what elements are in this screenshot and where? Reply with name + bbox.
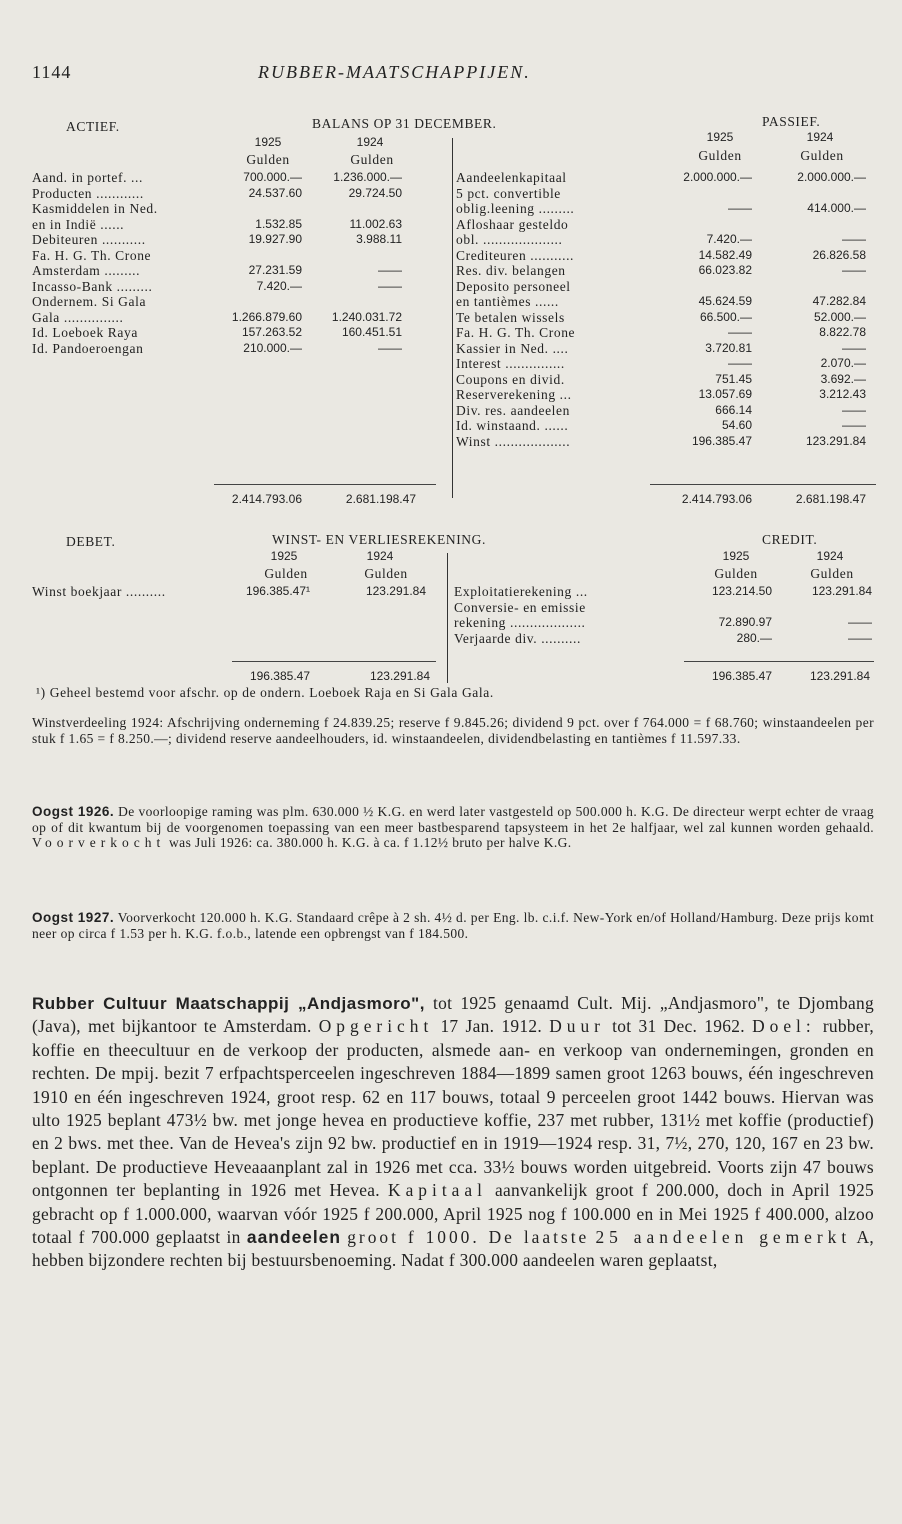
total-rule (684, 661, 874, 662)
passief-row-value-a: 7.420.— (706, 232, 752, 246)
passief-row-value-a: 13.057.69 (698, 387, 752, 401)
passief-row-value-b: —— (842, 418, 866, 432)
passief-label: PASSIEF. (762, 114, 821, 129)
col-year: 1924 (356, 135, 384, 149)
actief-row-label: Amsterdam ......... (32, 263, 141, 278)
winstverdeeling-text: Winstverdeeling 1924: Afschrijving onderneming f 24.839.25; reserve f 9.845.26; dividend 9 pct. over f 764.000 = f 68.760; winstaandeelen per stuk f 1.65 = f 8.250.—; dividend reserve aandeelhouders, id. winstaandeelen, dividendbelasting en tantièmes f 11.597.33. (32, 715, 874, 746)
col-unit: Gulden (364, 566, 408, 581)
passief-row-value-a: —— (728, 356, 752, 370)
passief-row-label: Coupons en divid. (456, 371, 565, 387)
actief-row-value-b: —— (378, 340, 402, 355)
col-unit: Gulden (350, 152, 394, 167)
passief-row-value-b: 2.070.— (820, 356, 866, 370)
passief-row-value-b: 52.000.— (813, 309, 866, 324)
credit-row-value-a: 72.890.97 (718, 615, 772, 629)
doel-label: Doel: (752, 1016, 816, 1037)
oogst-1927-paragraph (32, 910, 874, 941)
debet-label: DEBET. (66, 534, 116, 549)
passief-row-value-a: 666.14 (715, 402, 752, 417)
actief-row-value-b: 29.724.50 (348, 185, 402, 200)
passief-row-value-a: 66.023.82 (698, 263, 752, 277)
running-title: RUBBER-MAATSCHAPPIJEN. (258, 62, 531, 82)
oogst-1927-text: Voorverkocht 120.000 h. K.G. Standaard crêpe à 2 sh. 4½ d. per Eng. lb. c.i.f. New-York en/of Holland/Hamburg. Deze prijs komt neer op circa f 1.53 per h. K.G. f.o.b., latende een opbrengst van f 184.500. (32, 910, 875, 941)
company-paragraph (32, 992, 874, 1273)
passief-row-value-b: 26.826.58 (812, 247, 866, 262)
passief-row-value-b: 8.822.78 (819, 325, 866, 339)
passief-row-value-b: 123.291.84 (805, 433, 866, 448)
passief-row-value-a: 2.000.000.— (683, 170, 752, 184)
passief-row-value-a: —— (728, 325, 752, 339)
actief-row-value-a: 27.231.59 (248, 263, 302, 277)
passief-row-label: Interest ............... (456, 356, 565, 371)
passief-row-value-b: —— (842, 402, 866, 417)
actief-row-value-b: 11.002.63 (349, 216, 402, 231)
actief-row-label: Id. Loeboek Raya (32, 325, 138, 340)
col-year: 1925 (270, 549, 298, 563)
actief-row-label: Kasmiddelen in Ned. (32, 201, 158, 216)
credit-row-label: Verjaarde div. .......... (454, 630, 581, 646)
actief-row-value-b: —— (378, 263, 402, 277)
actief-row-value-a: 19.927.90 (248, 232, 302, 246)
opgericht-value: 17 Jan. 1912. (440, 1016, 543, 1037)
col-unit: Gulden (810, 566, 854, 581)
actief-row-value-b: 3.988.11 (356, 232, 402, 246)
col-year: 1925 (706, 130, 734, 144)
actief-row-value-a: 157.263.52 (241, 325, 302, 339)
actief-row-value-a: 24.537.60 (248, 185, 302, 200)
credit-row-label: rekening ................... (454, 615, 586, 630)
col-unit: Gulden (246, 152, 290, 167)
actief-row-label: Incasso-Bank ......... (32, 278, 153, 294)
total-value: 2.414.793.06 (231, 492, 302, 506)
doel-text: rubber, koffie en theecultuur en de verkoop der producten, alsmede aan- en verkoop van ondernemingen, gronden en rechten. De mpij. bezit 7 erfpachtsperceelen ingeschreven 1884—1899 samen groot 1263 bouws, één ingeschreven 1910 en één ingeschreven 1924, groot resp. 62 en 117 bouws, totaal 9 perceelen groot 1442 bouws. Hiervan was ulto 1925 beplant 473½ bw. met jonge hevea en productieve koffie, 237 met rubber, 131½ met koffie (productief) en 2 bws. met thee. Van de Hevea's zijn 92 bw. productief en in 1919—1924 resp. 31, 7½, 270, 120, 167 en 23 bw. beplant. De productieve Heveaaanplant zal in 1926 met cca. 33½ bouws worden uitgebreid. Voorts zijn 47 bouws ontgonnen ter beplanting in 1926 met Hevea. (32, 1016, 874, 1201)
credit-row-label: Conversie- en emissie (454, 599, 586, 615)
passief-row-value-b: —— (842, 263, 866, 277)
total-value: 123.291.84 (369, 669, 430, 683)
passief-row-label: Aandeelenkapitaal (456, 170, 567, 185)
passief-row-label: 5 pct. convertible (456, 185, 561, 201)
actief-row-value-b: 1.240.031.72 (331, 309, 402, 324)
actief-row-value-a: 1.532.85 (255, 216, 302, 231)
passief-row-value-b: 3.692.— (820, 371, 866, 386)
total-value: 2.414.793.06 (681, 492, 752, 506)
total-value: 196.385.47 (249, 669, 310, 683)
passief-row-label: Res. div. belangen (456, 263, 566, 278)
total-value: 123.291.84 (809, 669, 870, 683)
total-rule (214, 484, 436, 485)
actief-row-label: Ondernem. Si Gala (32, 294, 147, 309)
total-value: 2.681.198.47 (345, 492, 416, 506)
passief-row-label: Crediteuren ........... (456, 247, 575, 263)
col-unit: Gulden (714, 566, 758, 581)
actief-row-label: Fa. H. G. Th. Crone (32, 247, 152, 263)
winstverdeeling-paragraph (32, 715, 874, 746)
gemerkt-spaced: 25 aandeelen gemerkt (595, 1227, 852, 1248)
page-number: 1144 (32, 62, 72, 82)
passief-row-value-a: —— (728, 201, 752, 215)
passief-row-value-a: 196.385.47 (691, 433, 752, 448)
footnote: ¹) Geheel bestemd voor afschr. op de ondern. Loeboek Raja en Si Gala Gala. (36, 685, 494, 700)
passief-row-value-b: —— (842, 340, 866, 355)
duur-label: Duur (549, 1016, 605, 1037)
company-name: Rubber Cultuur Maatschappij „Andjasmoro", (32, 994, 425, 1013)
actief-row-value-b: 160.451.51 (341, 325, 402, 339)
credit-row-value-b: 123.291.84 (811, 584, 872, 598)
col-year: 1924 (366, 549, 394, 563)
actief-row-label: Gala ............... (32, 309, 124, 325)
actief-row-value-b: —— (378, 278, 402, 293)
passief-row-value-b: 2.000.000.— (797, 170, 866, 184)
aandeelen-bold: aandeelen (246, 1227, 341, 1248)
passief-row-value-a: 66.500.— (699, 309, 752, 324)
passief-row-value-b: 47.282.84 (812, 294, 866, 308)
passief-row-label: Afloshaar gesteldo (456, 216, 569, 232)
total-rule (232, 661, 436, 662)
passief-row-label: Te betalen wissels (456, 309, 565, 325)
kapitaal-text: aanvankelijk groot f 200.000, doch in April 1925 gebracht op f 1.000.000, waarvan vóór 1925 f 200.000, April 1925 nog f 100.000 en in Mei 1925 f 400.000, alzoo totaal f 700.000 geplaatst in (32, 1180, 874, 1248)
col-unit: Gulden (800, 148, 844, 163)
actief-row-label: Debiteuren ........... (32, 232, 146, 247)
company-intro: tot 1925 genaamd Cult. Mij. „Andjasmoro", te Djombang (Java), met bijkantoor te Amsterdam. (32, 993, 874, 1037)
passief-row-label: Kassier in Ned. .... (456, 340, 569, 356)
passief-row-label: Reserverekening ... (456, 387, 572, 402)
passief-row-label: Deposito personeel (456, 278, 571, 294)
col-year: 1924 (816, 549, 844, 563)
actief-row-label: Id. Pandoeroengan (32, 340, 144, 356)
col-year: 1924 (806, 130, 834, 144)
oogst-1926-text: De voorloopige raming was plm. 630.000 ½ K.G. en werd later vastgesteld op 500.000 h. K.G. De directeur werpt echter de vraag op of dit kwantum bij de voorgenomen toepassing van een meer bastbesparend tapsysteem in het 2e halfjaar, wel zal kunnen worden gehaald. (32, 804, 874, 835)
actief-row-value-a: 700.000.— (243, 170, 302, 184)
oogst-1927-heading: Oogst 1927. (32, 910, 115, 925)
oogst-1926-heading: Oogst 1926. (32, 804, 115, 819)
credit-row-value-a: 123.214.50 (711, 584, 772, 598)
actief-row-value-a: 1.266.879.60 (231, 309, 302, 324)
credit-row-value-a: 280.— (736, 630, 772, 645)
col-year: 1925 (254, 135, 282, 149)
col-unit: Gulden (264, 566, 308, 581)
total-value: 196.385.47 (711, 669, 772, 683)
balance-title: BALANS OP 31 DECEMBER. (312, 116, 497, 131)
debet-row-value-b: 123.291.84 (365, 584, 426, 598)
kapitaal-text-b: groot f 1000. De laatste (347, 1227, 590, 1248)
col-unit: Gulden (698, 148, 742, 163)
kapitaal-label: Kapitaal (388, 1180, 487, 1201)
actief-row-label: Producten ............ (32, 185, 144, 201)
passief-row-value-a: 14.582.49 (698, 247, 752, 262)
actief-row-value-b: 1.236.000.— (333, 170, 402, 184)
passief-row-label: oblig.leening ......... (456, 201, 575, 216)
passief-row-value-a: 3.720.81 (705, 340, 752, 355)
passief-row-value-a: 45.624.59 (698, 294, 752, 308)
actief-row-label: en in Indië ...... (32, 216, 125, 232)
passief-row-value-b: 3.212.43 (819, 387, 866, 401)
opgericht-label: Opgericht (318, 1016, 434, 1037)
actief-label: ACTIEF. (66, 119, 120, 134)
credit-row-value-b: —— (848, 630, 872, 645)
credit-row-label: Exploitatierekening ... (454, 584, 588, 599)
debet-row-value-a: 196.385.47¹ (245, 584, 310, 598)
passief-row-label: en tantièmes ...... (456, 294, 559, 309)
passief-row-label: obl. .................... (456, 232, 563, 247)
passief-row-value-b: —— (842, 232, 866, 246)
passief-row-value-a: 54.60 (721, 418, 752, 432)
actief-row-value-a: 7.420.— (256, 278, 302, 293)
total-value: 2.681.198.47 (795, 492, 866, 506)
oogst-1926-text-b: was Juli 1926: ca. 380.000 h. K.G. à ca. f 1.12½ bruto per halve K.G. (169, 835, 572, 850)
actief-row-value-a: 210.000.— (243, 340, 302, 355)
winst-title: WINST- EN VERLIESREKENING. (272, 532, 486, 547)
duur-value: tot 31 Dec. 1962. (612, 1016, 745, 1037)
debet-row-label: Winst boekjaar .......... (32, 584, 166, 599)
oogst-1926-paragraph (32, 804, 874, 851)
oogst-1926-spaced: Voorverkocht (32, 835, 166, 850)
column-divider (447, 553, 448, 683)
passief-row-label: Id. winstaand. ...... (456, 418, 569, 433)
actief-row-label: Aand. in portef. ... (32, 170, 143, 185)
total-rule (650, 484, 876, 485)
credit-row-value-b: —— (848, 615, 872, 629)
passief-row-value-b: 414.000.— (807, 201, 866, 215)
passief-row-label: Fa. H. G. Th. Crone (456, 325, 576, 340)
credit-label: CREDIT. (762, 532, 818, 547)
col-year: 1925 (722, 549, 750, 563)
passief-row-label: Div. res. aandeelen (456, 402, 570, 418)
passief-row-value-a: 751.45 (715, 371, 752, 386)
column-divider (452, 138, 453, 498)
passief-row-label: Winst ................... (456, 433, 571, 449)
kapitaal-text-c: A, hebben bijzondere rechten bij bestuursbenoeming. Nadat f 300.000 aandeelen waren geplaatst, (32, 1227, 874, 1271)
